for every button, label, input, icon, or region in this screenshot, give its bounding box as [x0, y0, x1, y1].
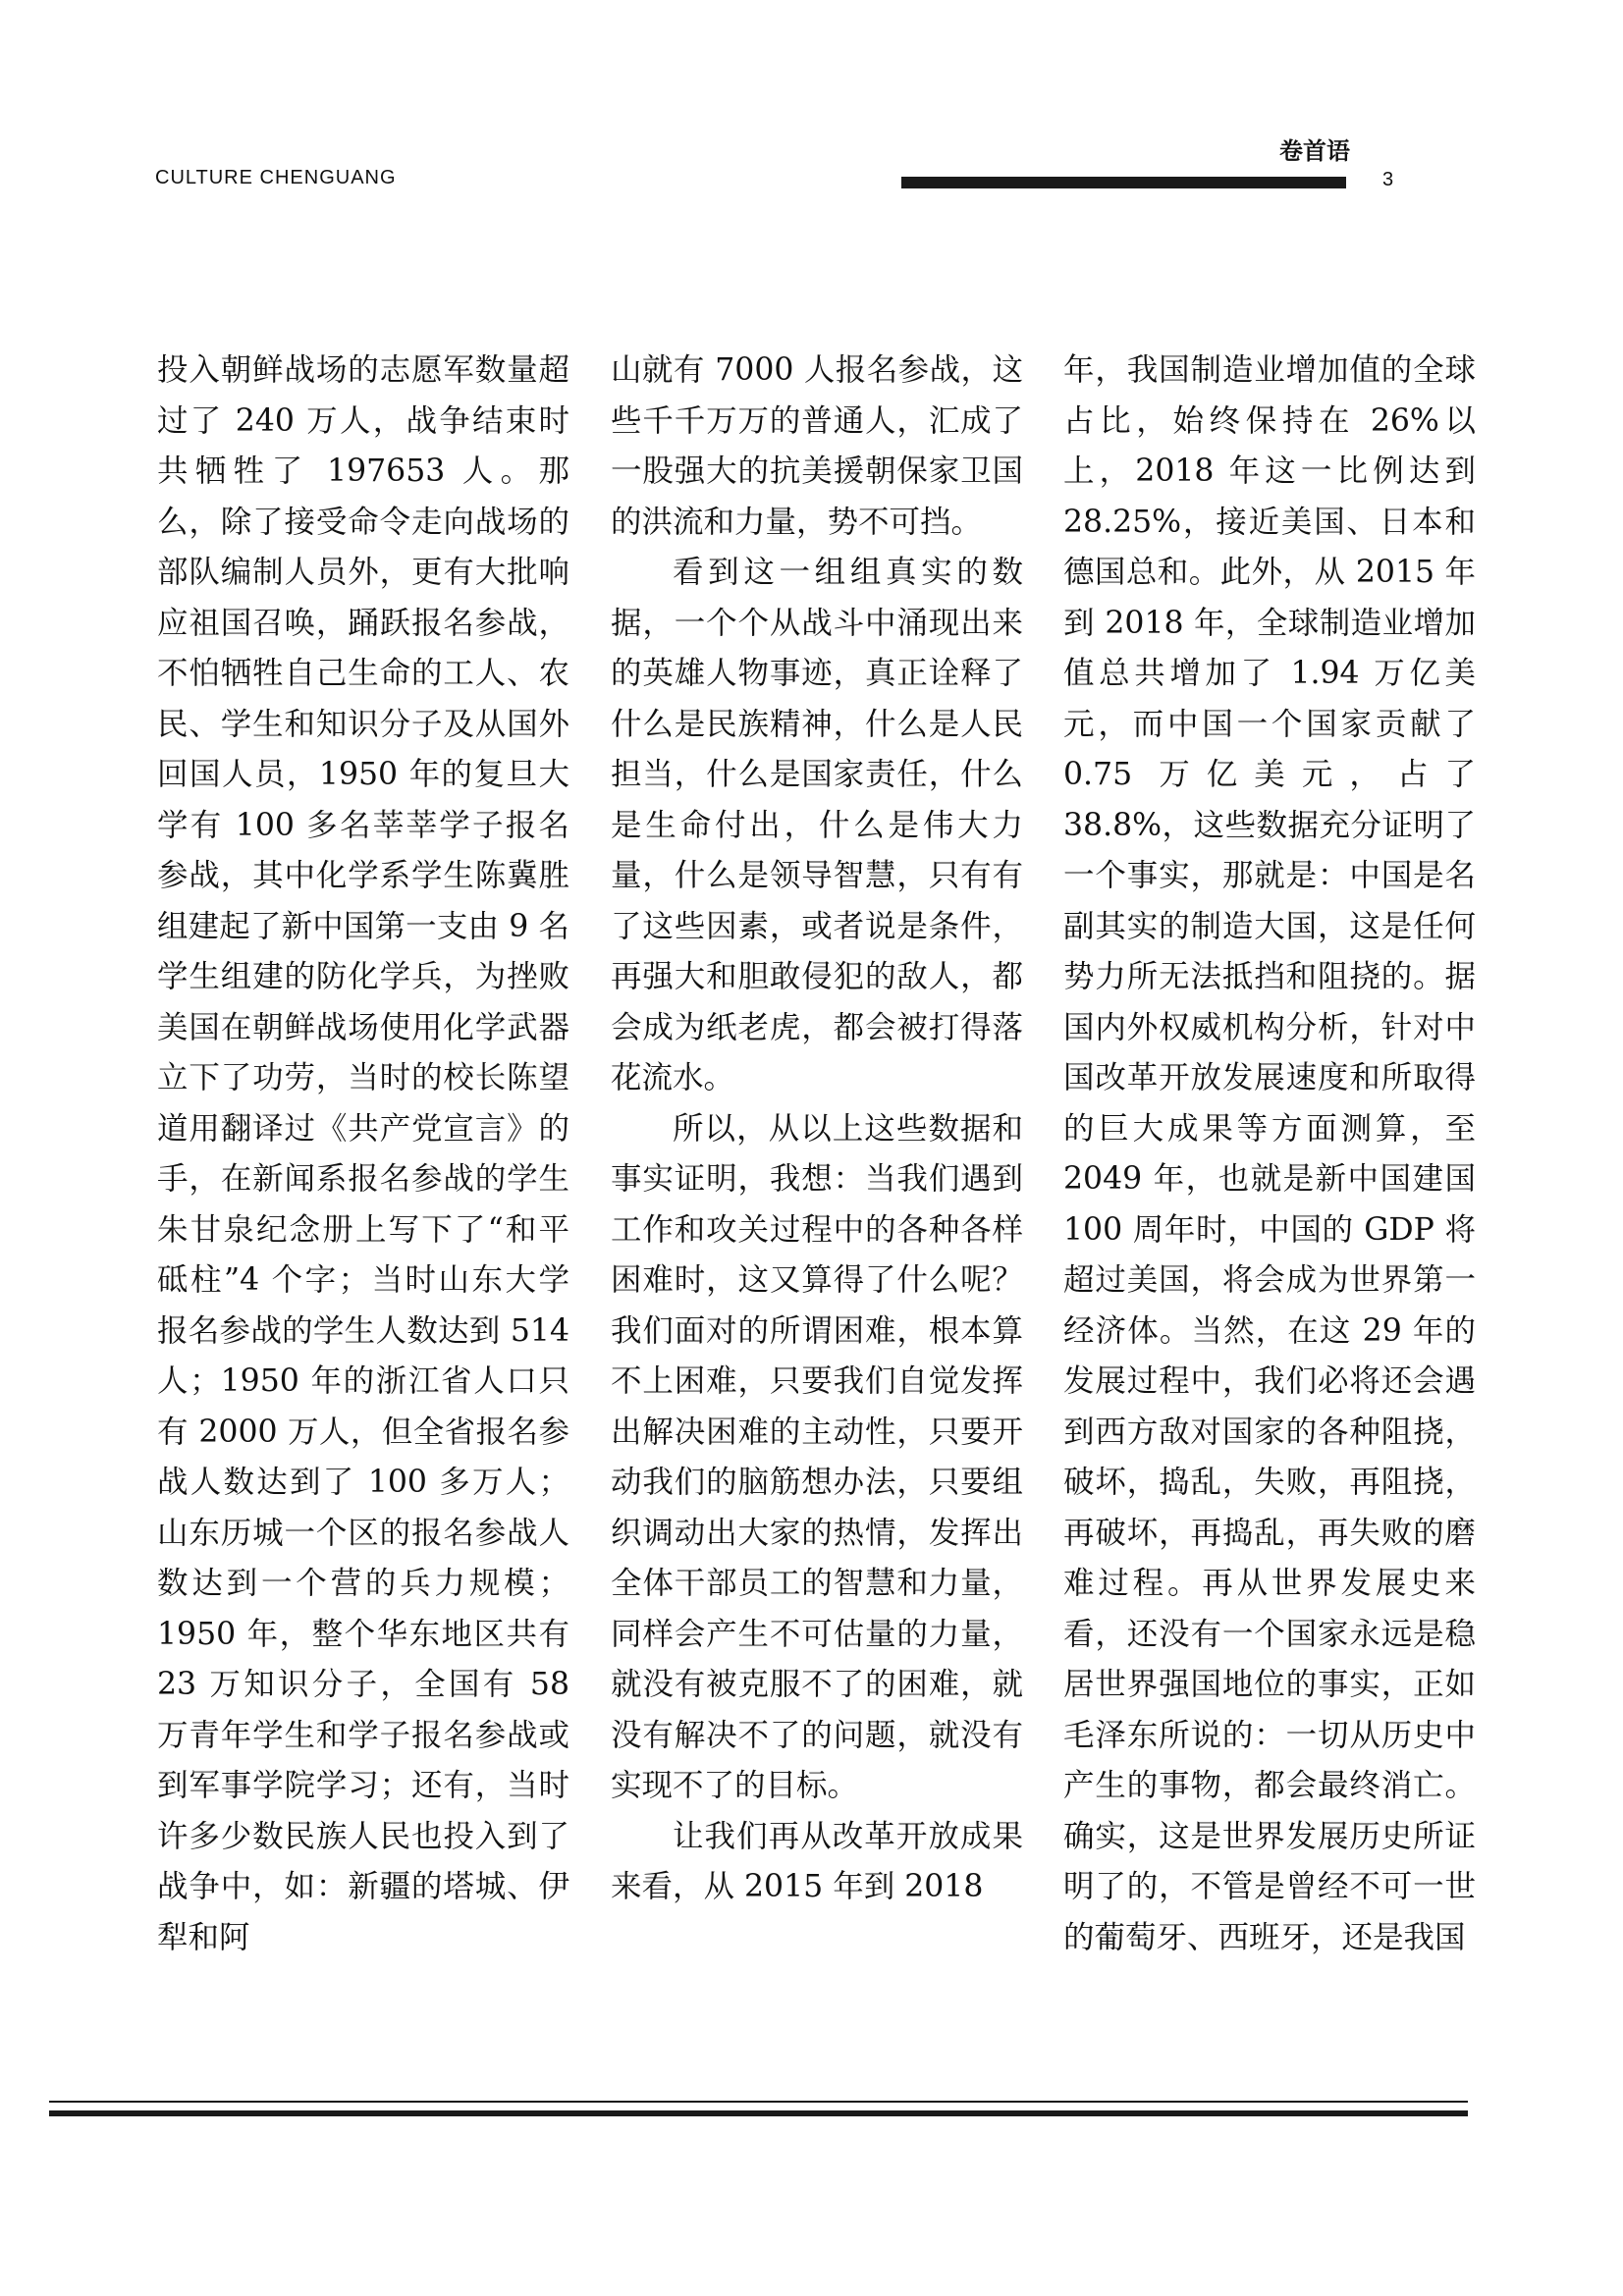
footer-rule-thick	[49, 2110, 1468, 2116]
header-bar	[901, 177, 1346, 188]
paragraph: 投入朝鲜战场的志愿军数量超过了 240 万人，战争结束时共牺牲了 197653 人。那么，除了接受命令走向战场的部队编制人员外，更有大批响应祖国召唤，踊跃报名参战，不怕牺牲自己生命的工人、农民、学生和知识分子及从国外回国人员，1950 年的复旦大学有 100 多名莘莘学子报名参战，其中化学系学生陈冀胜组建起了新中国第一支由 9 名学生组建的防化学兵，为挫败美国在朝鲜战场使用化学武器立下了功劳，当时的校长陈望道用翻译过《共产党宣言》的手，在新闻系报名参战的学生朱甘泉纪念册上写下了“和平砥柱”4 个字；当时山东大学报名参战的学生人数达到 514 人；1950 年的浙江省人口只有 2000 万人，但全省报名参战人数达到了 100 多万人；山东历城一个区的报名参战人数达到一个营的兵力规模；1950 年，整个华东地区共有 23 万知识分子，全国有 58 万青年学生和学子报名参战或到军事学院学习；还有，当时许多少数民族人民也投入到了战争中，如：新疆的塔城、伊犁和阿	[157, 352, 569, 1955]
paragraph: 所以，从以上这些数据和事实证明，我想：当我们遇到工作和攻关过程中的各种各样困难时，这又算得了什么呢？我们面对的所谓困难，根本算不上困难，只要我们自觉发挥出解决困难的主动性，只要开动我们的脑筋想办法，只要组织调动出大家的热情，发挥出全体干部员工的智慧和力量，同样会产生不可估量的力量，就没有被克服不了的困难，就没有解决不了的问题，就没有实现不了的目标。	[611, 1110, 1023, 1803]
paragraph: 山就有 7000 人报名参战，这些千千万万的普通人，汇成了一股强大的抗美援朝保家卫国的洪流和力量，势不可挡。	[611, 352, 1023, 540]
journal-name: CULTURE CHENGUANG	[155, 167, 397, 188]
paragraph: 年，我国制造业增加值的全球占比，始终保持在 26%以上，2018 年这一比例达到 28.25%，接近美国、日本和德国总和。此外，从 2015 年到 2018 年，全球制造业增加值总共增加了 1.94 万亿美元，而中国一个国家贡献了 0.75 万亿美元，占了 38.8%，这些数据充分证明了一个事实，那就是：中国是名副其实的制造大国，这是任何势力所无法抵挡和阻挠的。据国内外权威机构分析，针对中国改革开放发展速度和所取得的巨大成果等方面测算，至 2049 年，也就是新中国建国 100 周年时，中国的 GDP 将超过美国，将会成为世界第一经济体。当然，在这 29 年的发展过程中，我们必将还会遇到西方敌对国家的各种阻挠，破坏，捣乱，失败，再阻挠，再破坏，再捣乱，再失败的磨难过程。再从世界发展史来看，还没有一个国家永远是稳居世界强国地位的事实，正如毛泽东所说的：一切从历史中产生的事物，都会最终消亡。确实，这是世界发展历史所证明了的，不管是曾经不可一世的葡萄牙、西班牙，还是我国	[1063, 352, 1476, 1955]
text-column-3	[1063, 346, 1476, 1963]
paragraph: 看到这一组组真实的数据，一个个从战斗中涌现出来的英雄人物事迹，真正诠释了什么是民族精神，什么是人民担当，什么是国家责任，什么是生命付出，什么是伟大力量，什么是领导智慧，只有有了这些因素，或者说是条件，再强大和胆敢侵犯的敌人，都会成为纸老虎，都会被打得落花流水。	[611, 555, 1023, 1095]
text-column-2	[611, 346, 1023, 1913]
footer-rule	[49, 2101, 1468, 2103]
paragraph: 让我们再从改革开放成果来看，从 2015 年到 2018	[611, 1818, 1023, 1904]
page-number: 3	[1382, 169, 1394, 190]
text-column-1	[157, 346, 569, 1963]
section-title: 卷首语	[1279, 137, 1350, 165]
